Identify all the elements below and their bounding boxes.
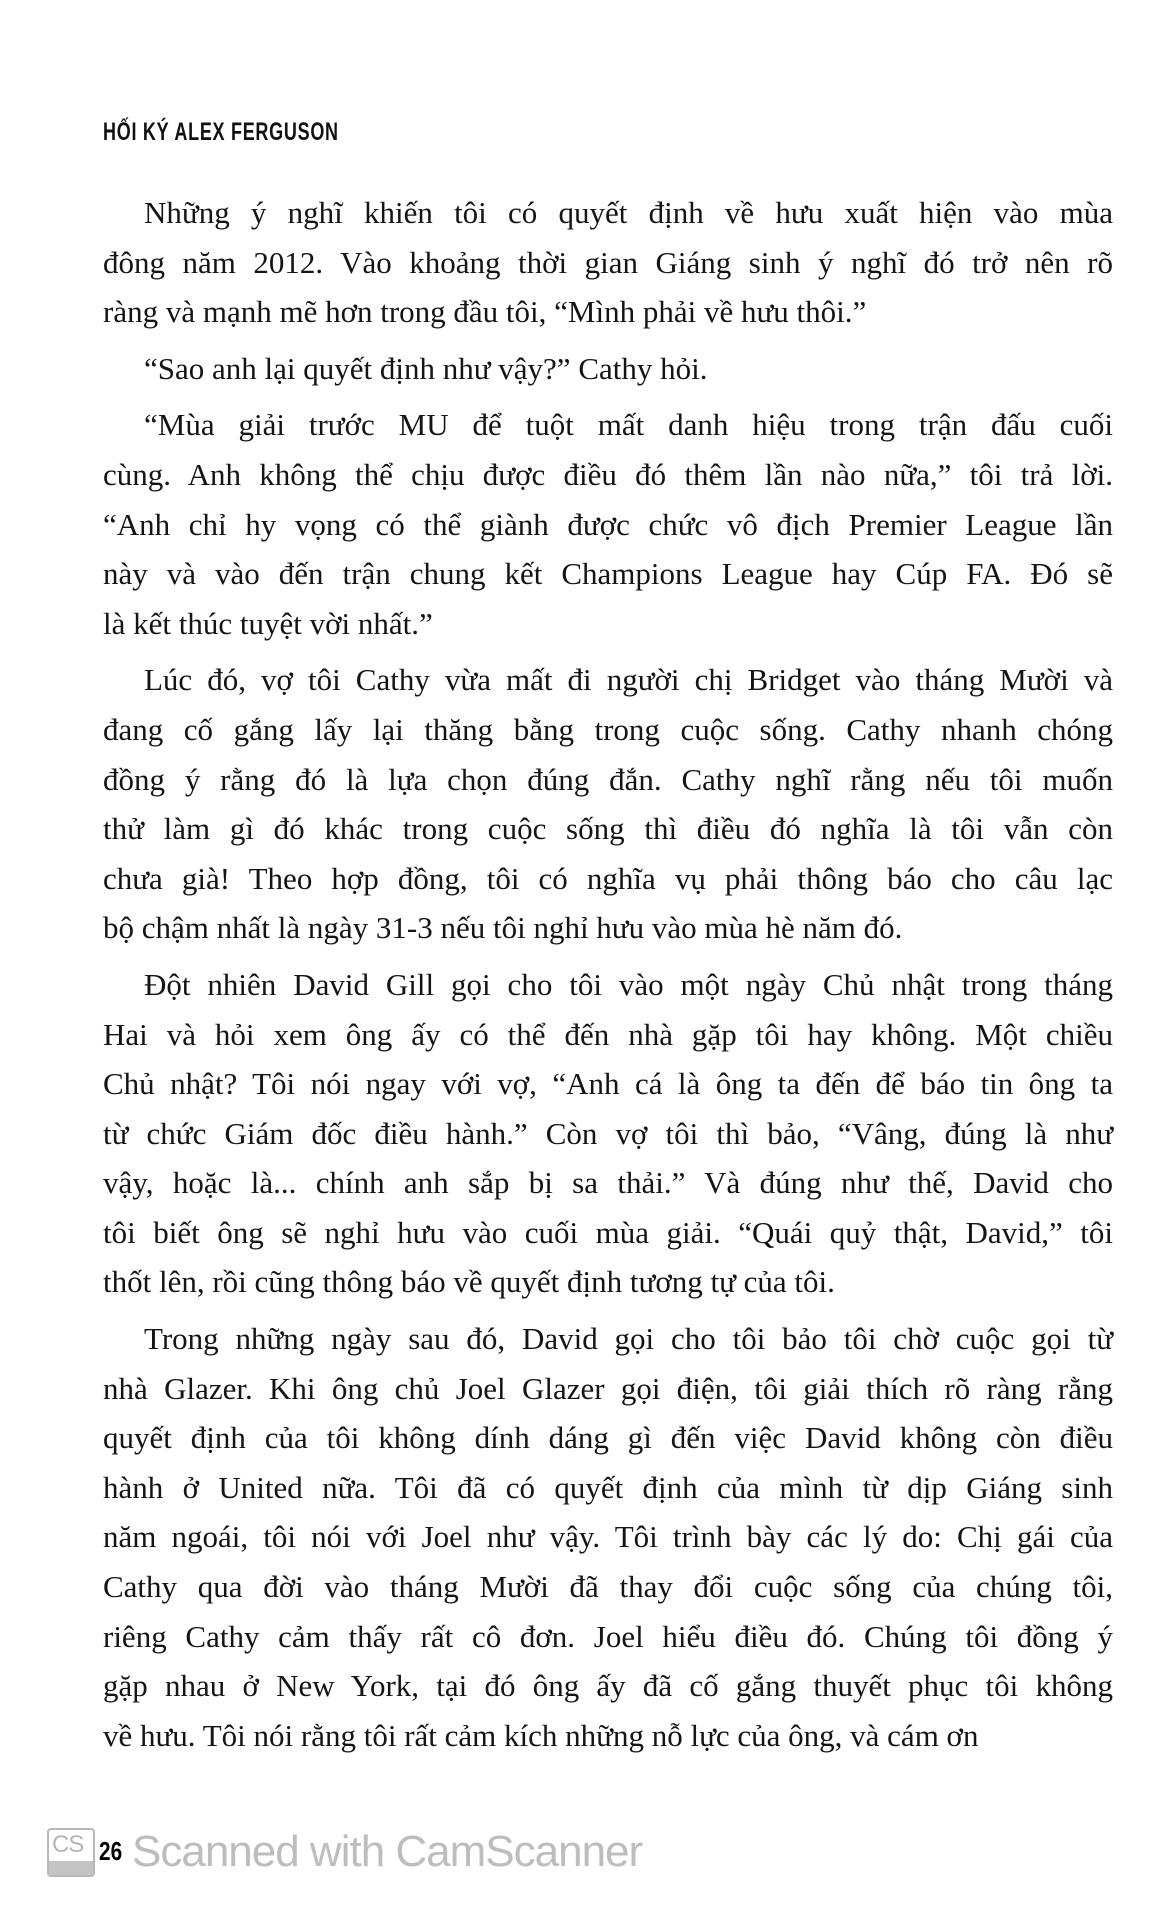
body-text: [103, 188, 1113, 1767]
text-line: Cathy qua đời vào tháng Mười đã thay đổi cuộc sống của chúng tôi,: [103, 1569, 1113, 1605]
text-line: gặp nhau ở New York, tại đó ông ấy đã cố gắng thuyết phục tôi không: [103, 1668, 1113, 1704]
text-line: đồng ý rằng đó là lựa chọn đúng đắn. Cathy nghĩ rằng nếu tôi muốn: [103, 761, 1113, 797]
text-line: bộ chậm nhất là ngày 31-3 nếu tôi nghỉ hưu vào mùa hè năm đó.: [103, 910, 903, 946]
page-number: 26: [99, 1836, 123, 1866]
text-line: thốt lên, rồi cũng thông báo về quyết định tương tự của tôi.: [103, 1264, 835, 1300]
text-line: từ chức Giám đốc điều hành.” Còn vợ tôi thì bảo, “Vâng, đúng là như: [103, 1115, 1113, 1151]
paragraph: [103, 655, 1113, 953]
text-line: Trong những ngày sau đó, David gọi cho tôi bảo tôi chờ cuộc gọi từ: [144, 1321, 1113, 1357]
paragraph: [103, 188, 1113, 337]
text-line: thử làm gì đó khác trong cuộc sống thì điều đó nghĩa là tôi vẫn còn: [103, 811, 1113, 847]
paragraph: [103, 960, 1113, 1307]
text-line: này và vào đến trận chung kết Champions League hay Cúp FA. Đó sẽ: [103, 556, 1113, 592]
camscanner-watermark: Scanned with CamScanner: [132, 1827, 643, 1876]
text-line: đang cố gắng lấy lại thăng bằng trong cuộc sống. Cathy nhanh chóng: [103, 711, 1113, 747]
paragraph: [103, 344, 1113, 394]
text-line: Chủ nhật? Tôi nói ngay với vợ, “Anh cá là ông ta đến để báo tin ông ta: [103, 1066, 1113, 1102]
text-line: đông năm 2012. Vào khoảng thời gian Giáng sinh ý nghĩ đó trở nên rõ: [103, 244, 1113, 280]
text-line: nhà Glazer. Khi ông chủ Joel Glazer gọi điện, tôi giải thích rõ ràng rằng: [103, 1370, 1113, 1406]
camscanner-logo-icon: [47, 1828, 95, 1877]
text-line: vậy, hoặc là... chính anh sắp bị sa thải.” Và đúng như thế, David cho: [103, 1165, 1113, 1201]
running-head: HỐI KÝ ALEX FERGUSON: [103, 118, 339, 146]
text-line: Đột nhiên David Gill gọi cho tôi vào một ngày Chủ nhật trong tháng: [144, 966, 1113, 1002]
text-line: quyết định của tôi không dính dáng gì đến việc David không còn điều: [103, 1420, 1113, 1456]
text-line: “Anh chỉ hy vọng có thể giành được chức vô địch Premier League lần: [103, 506, 1113, 542]
logo-text: CS: [52, 1831, 84, 1858]
text-line: “Mùa giải trước MU để tuột mất danh hiệu trong trận đấu cuối: [144, 407, 1113, 443]
text-line: Hai và hỏi xem ông ấy có thể đến nhà gặp tôi hay không. Một chiều: [103, 1016, 1113, 1052]
paragraph: [103, 400, 1113, 648]
text-line: về hưu. Tôi nói rằng tôi rất cảm kích những nỗ lực của ông, và cám ơn: [103, 1717, 979, 1753]
text-line: hành ở United nữa. Tôi đã có quyết định của mình từ dịp Giáng sinh: [103, 1469, 1113, 1505]
text-line: tôi biết ông sẽ nghỉ hưu vào cuối mùa giải. “Quái quỷ thật, David,” tôi: [103, 1214, 1113, 1250]
text-line: ràng và mạnh mẽ hơn trong đầu tôi, “Mình phải về hưu thôi.”: [103, 294, 867, 330]
text-line: Những ý nghĩ khiến tôi có quyết định về hưu xuất hiện vào mùa: [144, 195, 1113, 230]
logo-band: [49, 1861, 93, 1875]
text-line: “Sao anh lại quyết định như vậy?” Cathy hỏi.: [144, 350, 708, 386]
text-line: riêng Cathy cảm thấy rất cô đơn. Joel hiểu điều đó. Chúng tôi đồng ý: [103, 1618, 1113, 1654]
text-line: cùng. Anh không thể chịu được điều đó thêm lần nào nữa,” tôi trả lời.: [103, 456, 1113, 492]
text-line: chưa già! Theo hợp đồng, tôi có nghĩa vụ phải thông báo cho câu lạc: [103, 860, 1113, 896]
paragraph: [103, 1314, 1113, 1760]
text-line: là kết thúc tuyệt vời nhất.”: [103, 605, 433, 641]
text-line: năm ngoái, tôi nói với Joel như vậy. Tôi trình bày các lý do: Chị gái của: [103, 1519, 1113, 1555]
text-line: Lúc đó, vợ tôi Cathy vừa mất đi người chị Bridget vào tháng Mười và: [144, 662, 1113, 698]
